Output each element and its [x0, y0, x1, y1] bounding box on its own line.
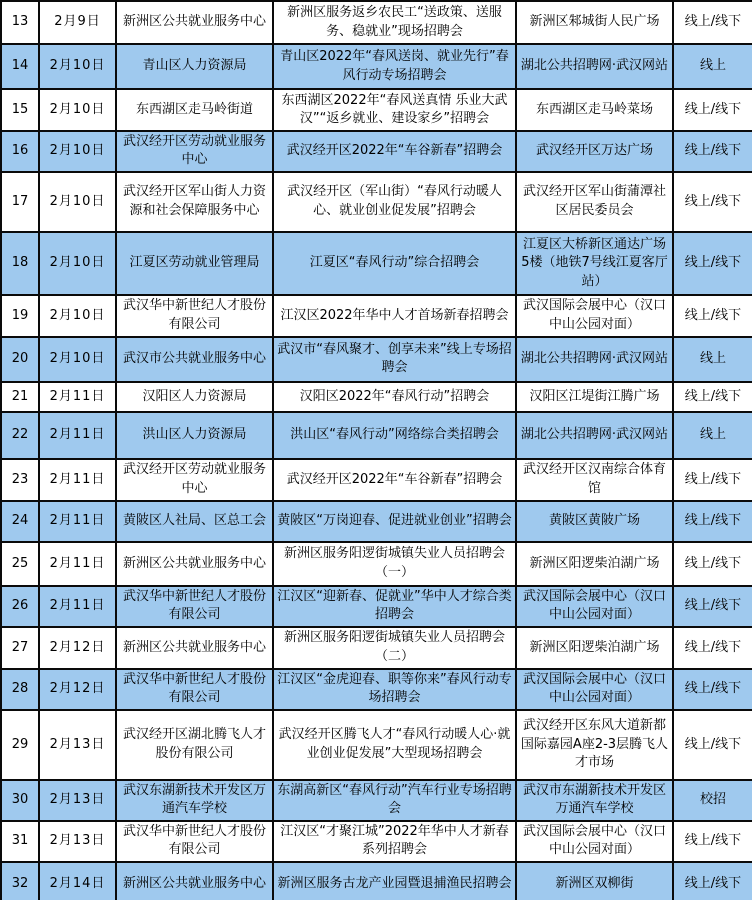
cell-event-name: 东西湖区2022年“春风送真情 乐业大武汉”“返乡就业、建设家乡”招聘会	[273, 89, 516, 131]
cell-organizer: 武汉经开区军山街人力资源和社会保障服务中心	[116, 172, 273, 232]
cell-venue: 汉阳区江堤街江腾广场	[516, 382, 673, 412]
cell-venue: 武汉经开区东风大道新都国际嘉园A座2-3层腾飞人才市场	[516, 710, 673, 780]
cell-date: 2月13日	[39, 780, 116, 821]
table-row	[1, 669, 752, 710]
cell-mode: 线上/线下	[673, 586, 752, 627]
cell-mode: 线上/线下	[673, 627, 752, 669]
cell-mode: 校招	[673, 780, 752, 821]
cell-date: 2月10日	[39, 44, 116, 89]
cell-row-number: 23	[1, 459, 39, 501]
table-row	[1, 1, 752, 44]
cell-venue: 江夏区大桥新区通达广场5楼（地铁7号线江夏客厅站）	[516, 232, 673, 295]
cell-organizer: 江夏区劳动就业管理局	[116, 232, 273, 295]
cell-row-number: 16	[1, 131, 39, 172]
table-row	[1, 586, 752, 627]
cell-venue: 武汉国际会展中心（汉口中山公园对面）	[516, 586, 673, 627]
cell-venue: 东西湖区走马岭菜场	[516, 89, 673, 131]
cell-event-name: 江汉区“迎新春、促就业”华中人才综合类招聘会	[273, 586, 516, 627]
cell-date: 2月11日	[39, 412, 116, 459]
cell-mode: 线上/线下	[673, 821, 752, 862]
cell-mode: 线上/线下	[673, 1, 752, 44]
cell-row-number: 13	[1, 1, 39, 44]
cell-event-name: 新洲区服务返乡农民工“送政策、送服务、稳就业”现场招聘会	[273, 1, 516, 44]
cell-organizer: 武汉华中新世纪人才股份有限公司	[116, 669, 273, 710]
cell-event-name: 江夏区“春风行动”综合招聘会	[273, 232, 516, 295]
cell-row-number: 22	[1, 412, 39, 459]
cell-venue: 湖北公共招聘网·武汉网站	[516, 412, 673, 459]
cell-mode: 线上	[673, 44, 752, 89]
cell-row-number: 21	[1, 382, 39, 412]
cell-row-number: 30	[1, 780, 39, 821]
cell-mode: 线上/线下	[673, 382, 752, 412]
cell-date: 2月10日	[39, 295, 116, 337]
cell-mode: 线上/线下	[673, 232, 752, 295]
cell-row-number: 29	[1, 710, 39, 780]
table-row	[1, 382, 752, 412]
table-row	[1, 542, 752, 586]
cell-organizer: 洪山区人力资源局	[116, 412, 273, 459]
cell-mode: 线上/线下	[673, 542, 752, 586]
cell-mode: 线上/线下	[673, 295, 752, 337]
cell-event-name: 新洲区服务阳逻街城镇失业人员招聘会（二）	[273, 627, 516, 669]
cell-venue: 武汉国际会展中心（汉口中山公园对面）	[516, 669, 673, 710]
cell-organizer: 武汉经开区湖北腾飞人才股份有限公司	[116, 710, 273, 780]
cell-row-number: 17	[1, 172, 39, 232]
table-row	[1, 131, 752, 172]
cell-organizer: 新洲区公共就业服务中心	[116, 1, 273, 44]
cell-event-name: 江汉区“金虎迎春、职等你来”春风行动专场招聘会	[273, 669, 516, 710]
cell-organizer: 武汉东湖新技术开发区万通汽车学校	[116, 780, 273, 821]
cell-organizer: 武汉华中新世纪人才股份有限公司	[116, 586, 273, 627]
cell-mode: 线上/线下	[673, 501, 752, 542]
cell-mode: 线上/线下	[673, 669, 752, 710]
cell-event-name: 汉阳区2022年“春风行动”招聘会	[273, 382, 516, 412]
cell-date: 2月10日	[39, 89, 116, 131]
cell-row-number: 14	[1, 44, 39, 89]
cell-event-name: 武汉经开区腾飞人才“春风行动暖人心·就业创业促发展”大型现场招聘会	[273, 710, 516, 780]
cell-row-number: 19	[1, 295, 39, 337]
cell-mode: 线上/线下	[673, 131, 752, 172]
cell-date: 2月11日	[39, 501, 116, 542]
table-row	[1, 821, 752, 862]
cell-organizer: 汉阳区人力资源局	[116, 382, 273, 412]
cell-event-name: 武汉经开区2022年“车谷新春”招聘会	[273, 459, 516, 501]
cell-mode: 线上/线下	[673, 710, 752, 780]
cell-date: 2月9日	[39, 1, 116, 44]
cell-mode: 线上/线下	[673, 172, 752, 232]
table-row	[1, 459, 752, 501]
cell-date: 2月12日	[39, 669, 116, 710]
cell-date: 2月11日	[39, 459, 116, 501]
cell-venue: 武汉国际会展中心（汉口中山公园对面）	[516, 821, 673, 862]
cell-row-number: 24	[1, 501, 39, 542]
cell-event-name: 武汉市“春风聚才、创享未来”线上专场招聘会	[273, 337, 516, 382]
cell-venue: 武汉经开区万达广场	[516, 131, 673, 172]
cell-venue: 武汉国际会展中心（汉口中山公园对面）	[516, 295, 673, 337]
cell-row-number: 31	[1, 821, 39, 862]
cell-mode: 线上	[673, 412, 752, 459]
cell-row-number: 32	[1, 862, 39, 900]
cell-organizer: 黄陂区人社局、区总工会	[116, 501, 273, 542]
cell-event-name: 洪山区“春风行动”网络综合类招聘会	[273, 412, 516, 459]
cell-organizer: 新洲区公共就业服务中心	[116, 542, 273, 586]
cell-mode: 线上/线下	[673, 862, 752, 900]
table-row	[1, 89, 752, 131]
cell-date: 2月13日	[39, 821, 116, 862]
cell-row-number: 26	[1, 586, 39, 627]
cell-event-name: 武汉经开区（军山街）“春风行动暖人心、就业创业促发展”招聘会	[273, 172, 516, 232]
cell-event-name: 新洲区服务阳逻街城镇失业人员招聘会（一）	[273, 542, 516, 586]
cell-venue: 新洲区阳逻柴泊湖广场	[516, 542, 673, 586]
cell-event-name: 武汉经开区2022年“车谷新春”招聘会	[273, 131, 516, 172]
table-row	[1, 710, 752, 780]
cell-organizer: 武汉华中新世纪人才股份有限公司	[116, 295, 273, 337]
cell-venue: 武汉市东湖新技术开发区万通汽车学校	[516, 780, 673, 821]
cell-date: 2月13日	[39, 710, 116, 780]
cell-row-number: 20	[1, 337, 39, 382]
cell-date: 2月10日	[39, 232, 116, 295]
cell-event-name: 东湖高新区“春风行动”汽车行业专场招聘会	[273, 780, 516, 821]
cell-date: 2月11日	[39, 586, 116, 627]
cell-row-number: 28	[1, 669, 39, 710]
table-row	[1, 172, 752, 232]
table-row	[1, 232, 752, 295]
cell-date: 2月11日	[39, 382, 116, 412]
table-row	[1, 862, 752, 900]
cell-date: 2月10日	[39, 172, 116, 232]
cell-venue: 湖北公共招聘网·武汉网站	[516, 337, 673, 382]
cell-event-name: 江汉区“才聚江城”2022年华中人才新春系列招聘会	[273, 821, 516, 862]
table-row	[1, 501, 752, 542]
cell-venue: 湖北公共招聘网·武汉网站	[516, 44, 673, 89]
table-row	[1, 295, 752, 337]
cell-event-name: 黄陂区“万岗迎春、促进就业创业”招聘会	[273, 501, 516, 542]
cell-organizer: 青山区人力资源局	[116, 44, 273, 89]
cell-date: 2月10日	[39, 131, 116, 172]
cell-venue: 新洲区阳逻柴泊湖广场	[516, 627, 673, 669]
table-row	[1, 44, 752, 89]
cell-organizer: 新洲区公共就业服务中心	[116, 862, 273, 900]
cell-event-name: 青山区2022年“春风送岗、就业先行”春风行动专场招聘会	[273, 44, 516, 89]
cell-organizer: 武汉华中新世纪人才股份有限公司	[116, 821, 273, 862]
table-row	[1, 627, 752, 669]
cell-organizer: 武汉市公共就业服务中心	[116, 337, 273, 382]
cell-date: 2月10日	[39, 337, 116, 382]
cell-mode: 线上/线下	[673, 459, 752, 501]
cell-organizer: 新洲区公共就业服务中心	[116, 627, 273, 669]
cell-mode: 线上/线下	[673, 89, 752, 131]
cell-venue: 武汉经开区军山街蒲潭社区居民委员会	[516, 172, 673, 232]
cell-row-number: 15	[1, 89, 39, 131]
cell-date: 2月12日	[39, 627, 116, 669]
cell-venue: 黄陂区黄陂广场	[516, 501, 673, 542]
cell-row-number: 25	[1, 542, 39, 586]
table-row	[1, 412, 752, 459]
cell-organizer: 武汉经开区劳动就业服务中心	[116, 131, 273, 172]
cell-venue: 武汉经开区汉南综合体育馆	[516, 459, 673, 501]
cell-mode: 线上	[673, 337, 752, 382]
table-row	[1, 337, 752, 382]
cell-venue: 新洲区双柳街	[516, 862, 673, 900]
cell-row-number: 18	[1, 232, 39, 295]
cell-event-name: 新洲区服务古龙产业园暨退捕渔民招聘会	[273, 862, 516, 900]
table-row	[1, 780, 752, 821]
cell-organizer: 武汉经开区劳动就业服务中心	[116, 459, 273, 501]
cell-date: 2月11日	[39, 542, 116, 586]
cell-organizer: 东西湖区走马岭街道	[116, 89, 273, 131]
cell-row-number: 27	[1, 627, 39, 669]
cell-date: 2月14日	[39, 862, 116, 900]
cell-venue: 新洲区邾城街人民广场	[516, 1, 673, 44]
cell-event-name: 江汉区2022年华中人才首场新春招聘会	[273, 295, 516, 337]
